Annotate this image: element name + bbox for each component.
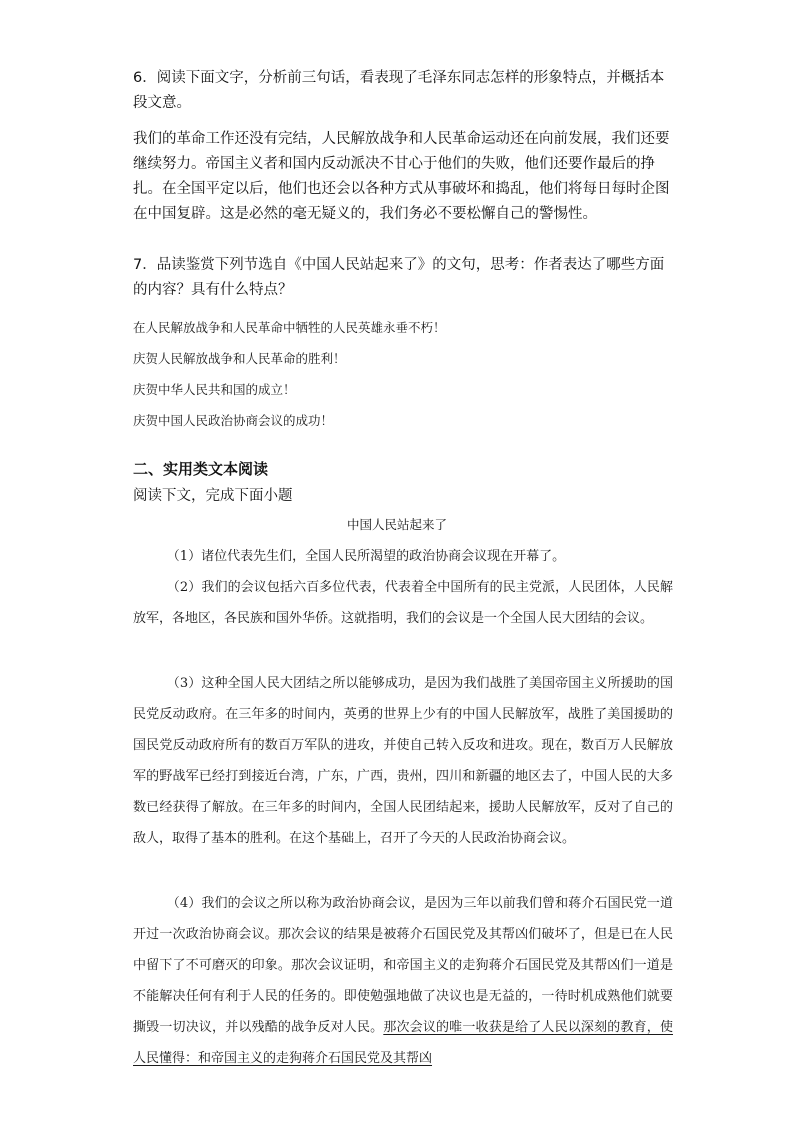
article-title: 中国人民站起来了 [346,517,447,532]
question-7-prompt: 7．品读鉴赏下列节选自《中国人民站起来了》的文句，思考：作者表达了哪些方面的内容？具有什么特点？ [133,257,665,298]
quote-line-3: 庆贺中华人民共和国的成立！ [133,382,296,397]
quote-line-2: 庆贺人民解放战争和人民革命的胜利！ [133,351,346,366]
article-paragraph-4 [133,888,673,1074]
section-heading: 二、实用类文本阅读 [133,460,269,478]
question-6-prompt: 6．阅读下面文字，分析前三句话，看表现了毛泽东同志怎样的形象特点，并概括本段文意。 [133,70,665,111]
article-paragraph-2: （2）我们的会议包括六百多位代表，代表着全中国所有的民主党派，人民团体，人民解放军，各地区，各民族和国外华侨。这就指明，我们的会议是一个全国人民大团结的会议。 [133,580,673,626]
paragraph-4-text: （4）我们的会议之所以称为政治协商会议，是因为三年以前我们曾和蒋介石国民党一道开过一次政治协商会议。那次会议的结果是被蒋介石国民党及其帮凶们破坏了，但是已在人民中留下了不可磨灭的印象。那次会议证明，和帝国主义的走狗蒋介石国民党及其帮凶们一道是不能解决任何有利于人民的任务的。即使勉强地做了决议也是无益的，一待时机成熟他们就要撕毁一切决议，并以残酷的战争反对人民。 [133,896,673,1035]
section-instruction: 阅读下文，完成下面小题 [133,488,293,504]
quote-line-4: 庆贺中国人民政治协商会议的成功！ [133,413,334,428]
article-paragraph-1: （1）诸位代表先生们，全国人民所渴望的政治协商会议现在开幕了。 [166,549,566,564]
article-paragraph-3: （3）这种全国人民大团结之所以能够成功，是因为我们战胜了美国帝国主义所援助的国民党反动政府。在三年多的时间内，英勇的世界上少有的中国人民解放军，战胜了美国援助的国民党反动政府所有的数百万军队的进攻，并使自己转入反攻和进攻。现在，数百万人民解放军的野战军已经打到接近台湾，广东，广西，贵州，四川和新疆的地区去了，中国人民的大多数已经获得了解放。在三年多的时间内，全国人民团结起来，援助人民解放军，反对了自己的敌人，取得了基本的胜利。在这个基础上，召开了今天的人民政治协商会议。 [133,676,673,846]
question-6-passage: 我们的革命工作还没有完结，人民解放战争和人民革命运动还在向前发展，我们还要继续努力。帝国主义者和国内反动派决不甘心于他们的失败，他们还要作最后的挣扎。在全国平定以后，他们也还会以各种方式从事破坏和捣乱，他们将每日每时企图在中国复辟。这是必然的毫无疑义的，我们务必不要松懈自己的警惕性。 [133,131,670,222]
underlined-passage: 那次会议的唯一收获是给了人民以深刻的教育，使人民懂得：和帝国主义的走狗蒋介石国民党及其帮凶 [133,1020,673,1066]
quote-line-1: 在人民解放战争和人民革命中牺牲的人民英雄永垂不朽！ [133,320,446,335]
